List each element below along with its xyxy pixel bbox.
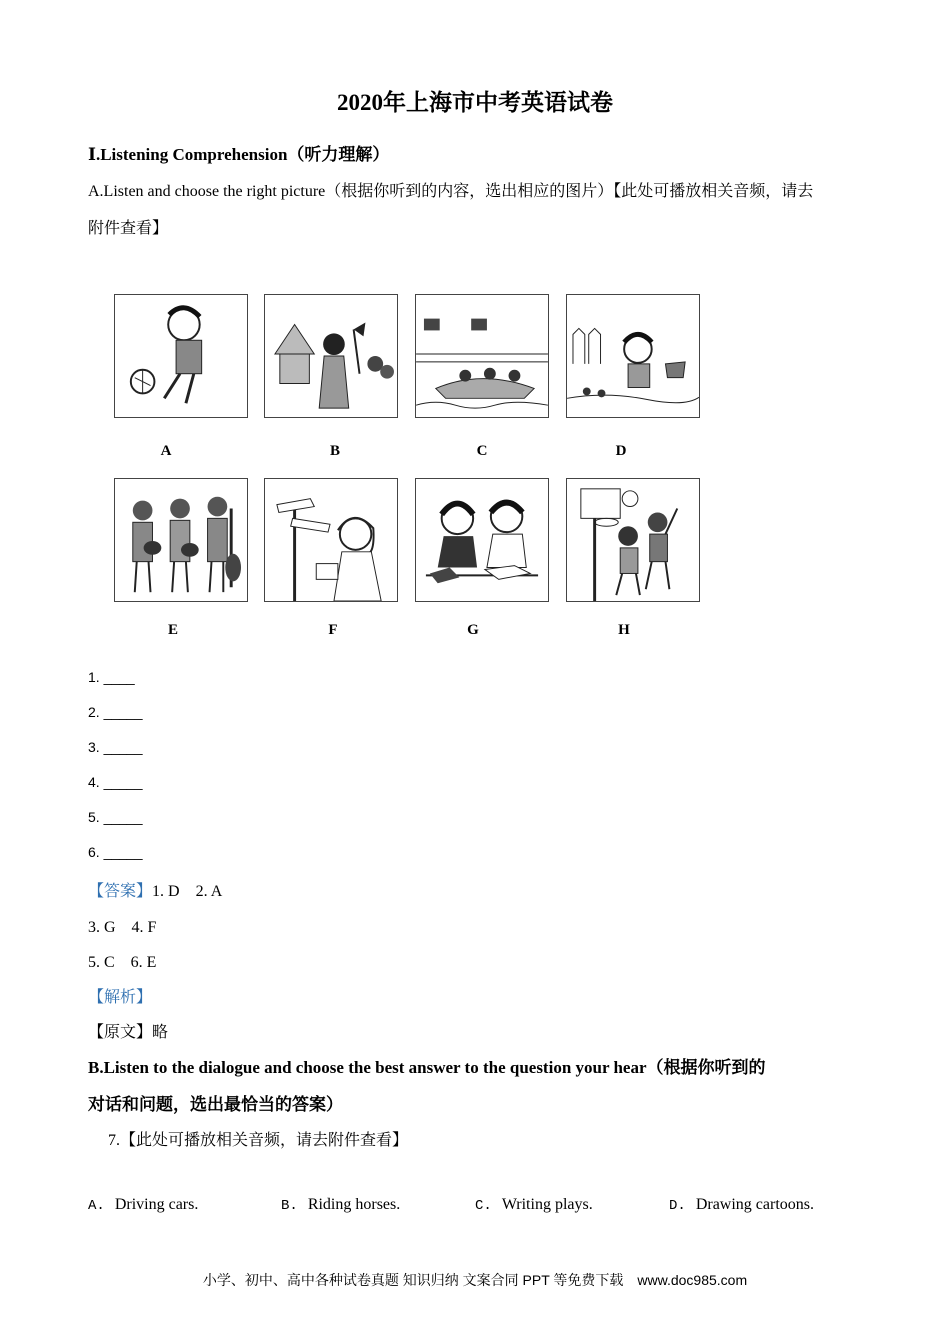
blank-6[interactable]: 6. _____ (88, 844, 143, 860)
question-7: 7.【此处可播放相关音频，请去附件查看】 (108, 1132, 409, 1149)
picture-label-a: A (160, 443, 172, 459)
picture-label-e: E (167, 622, 178, 638)
option-c-letter: C. (475, 1198, 492, 1214)
option-d-letter: D. (669, 1198, 686, 1214)
answer-line-2: 3. G 4. F (88, 919, 157, 936)
option-a-letter: A. (88, 1198, 105, 1214)
picture-e (114, 478, 248, 602)
picture-b (264, 294, 398, 418)
option-c-text: Writing plays. (501, 1196, 593, 1213)
picture-label-b: B (329, 443, 340, 459)
part-a-instruction-cont: 附件查看】 (88, 220, 169, 237)
answer-text-1: 1. D 2. A (152, 883, 223, 900)
answer-line-3: 5. C 6. E (88, 954, 157, 971)
answer-line-1 (88, 878, 222, 901)
analysis-tag: 【解析】 (88, 989, 153, 1006)
blank-1[interactable]: 1. ____ (88, 669, 135, 685)
blank-5[interactable]: 5. _____ (88, 809, 143, 825)
option-a-text: Driving cars. (114, 1196, 199, 1213)
picture-g (415, 478, 549, 602)
picture-a (114, 294, 248, 418)
blank-3[interactable]: 3. _____ (88, 739, 143, 755)
picture-f (264, 478, 398, 602)
part-a-instruction: A.Listen and choose the right picture（根据你听到的内容，选出相应的图片）【此处可播放相关音频，请去 (88, 183, 814, 200)
option-c[interactable] (475, 1196, 593, 1214)
page-footer: 小学、初中、高中各种试卷真题 知识归纳 文案合同 PPT 等免费下载 www.doc985.com (202, 1272, 748, 1288)
option-b-text: Riding horses. (307, 1196, 401, 1213)
blank-4[interactable]: 4. _____ (88, 774, 143, 790)
option-d-text: Drawing cartoons. (695, 1196, 814, 1213)
part-b-heading-cont: 对话和问题，选出最恰当的答案） (88, 1095, 343, 1114)
option-b[interactable] (281, 1196, 400, 1214)
picture-h (566, 478, 700, 602)
option-a[interactable] (88, 1196, 198, 1214)
page-title: 2020年上海市中考英语试卷 (337, 90, 613, 115)
picture-label-g: G (467, 622, 479, 638)
picture-label-h: H (618, 622, 630, 638)
original-text: 【原文】略 (88, 1024, 169, 1041)
answer-tag: 【答案】 (88, 883, 153, 900)
option-b-letter: B. (281, 1198, 298, 1214)
picture-d (566, 294, 700, 418)
part-b-heading: B.Listen to the dialogue and choose the best answer to the question your hear（根据你听到的 (88, 1058, 766, 1077)
section-heading: Ⅰ.Listening Comprehension（听力理解） (88, 145, 390, 164)
picture-label-f: F (328, 622, 338, 638)
picture-label-d: D (615, 443, 627, 459)
blank-2[interactable]: 2. _____ (88, 704, 143, 720)
picture-c (415, 294, 549, 418)
option-d[interactable] (669, 1196, 814, 1214)
picture-label-c: C (476, 443, 488, 459)
